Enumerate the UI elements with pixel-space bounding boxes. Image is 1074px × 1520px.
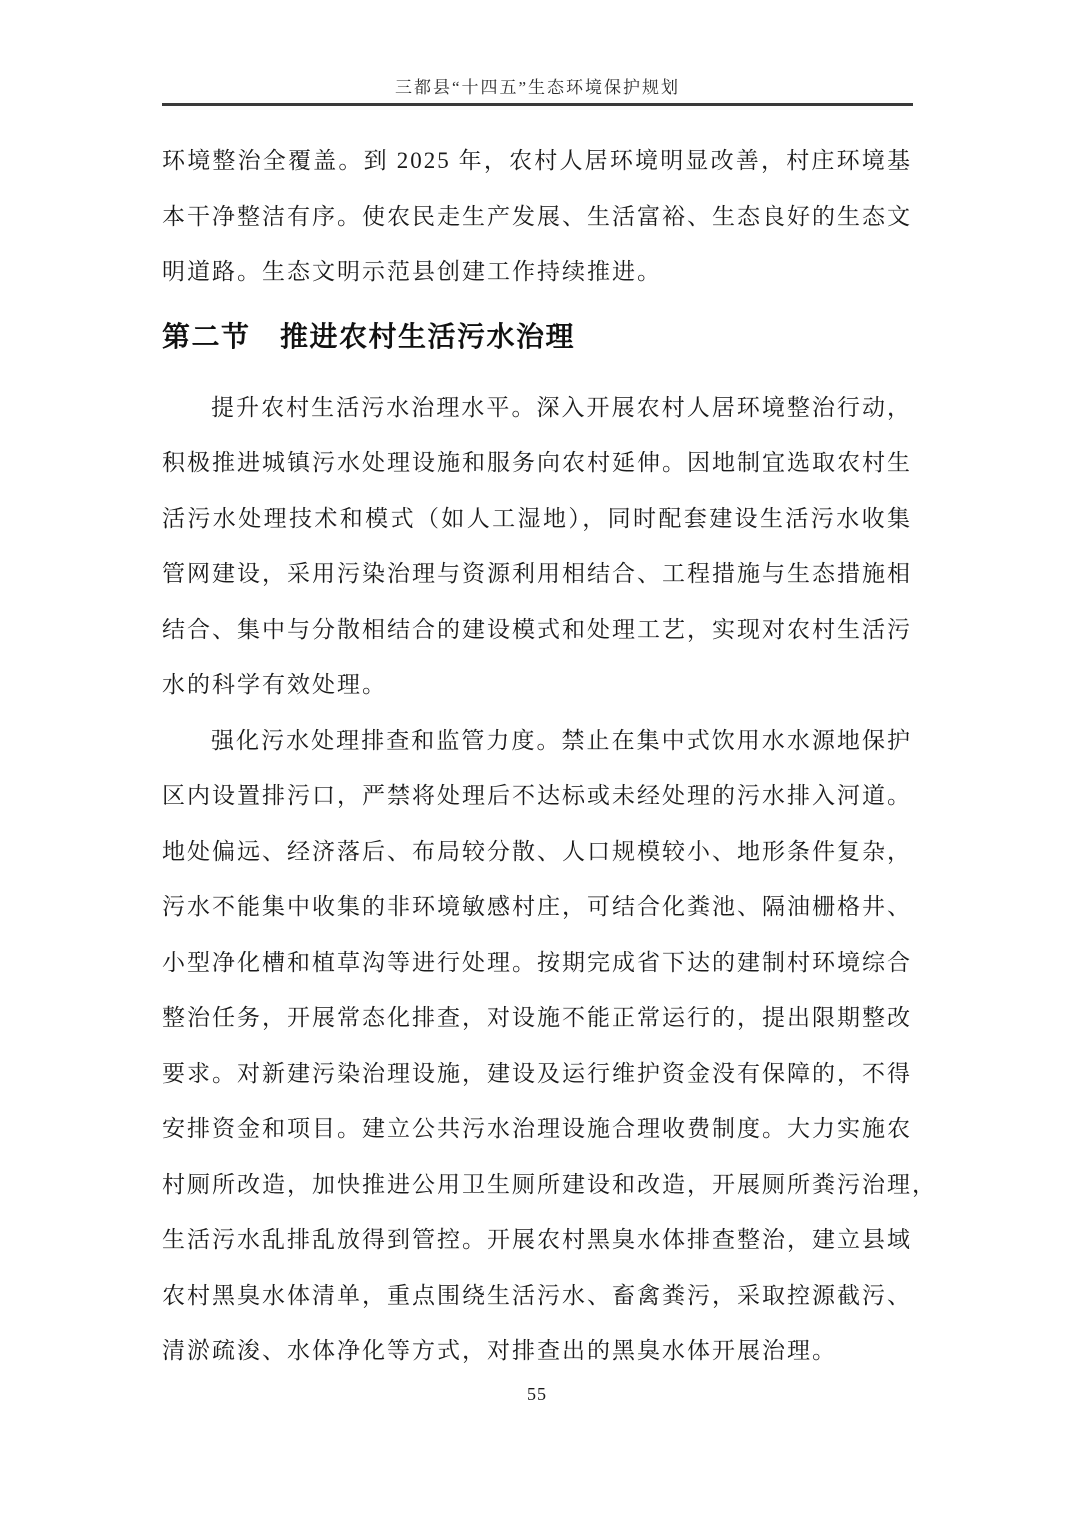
body-line: 污水不能集中收集的非环境敏感村庄，可结合化粪池、隔油栅格井、: [162, 894, 912, 919]
body-line: 安排资金和项目。建立公共污水治理设施合理收费制度。大力实施农: [162, 1116, 912, 1141]
body-line: 水的科学有效处理。: [162, 672, 387, 697]
page-footer: [0, 1384, 1074, 1405]
page-body: [162, 133, 937, 1379]
body-line: 整治任务，开展常态化排查，对设施不能正常运行的，提出限期整改: [162, 1005, 912, 1030]
body-line: 生活污水乱排乱放得到管控。开展农村黑臭水体排查整治，建立县域: [162, 1227, 912, 1252]
body-line: 强化污水处理排查和监管力度。禁止在集中式饮用水水源地保护: [211, 727, 912, 753]
body-line: 小型净化槽和植草沟等进行处理。按期完成省下达的建制村环境综合: [162, 949, 912, 975]
body-line: 活污水处理技术和模式（如人工湿地），同时配套建设生活污水收集: [162, 505, 912, 531]
body-line: 本干净整洁有序。使农民走生产发展、生活富裕、生态良好的生态文: [162, 203, 912, 229]
body-line: 农村黑臭水体清单，重点围绕生活污水、畜禽粪污，采取控源截污、: [162, 1282, 912, 1308]
body-line: 明道路。生态文明示范县创建工作持续推进。: [162, 259, 662, 284]
body-line: 环境整治全覆盖。到 2025 年，农村人居环境明显改善，村庄环境基: [162, 148, 912, 173]
page-number: 55: [527, 1384, 547, 1404]
body-line: 区内设置排污口，严禁将处理后不达标或未经处理的污水排入河道。: [162, 783, 912, 808]
page-header: [162, 0, 913, 106]
body-line: 村厕所改造，加快推进公用卫生厕所建设和改造，开展厕所粪污治理，: [162, 1171, 937, 1197]
body-line: 管网建设，采用污染治理与资源利用相结合、工程措施与生态措施相: [162, 561, 912, 586]
section-heading: 第二节 推进农村生活污水治理: [162, 321, 576, 353]
paragraph-3: [162, 713, 937, 1379]
header-title: 三都县“十四五”生态环境保护规划: [394, 78, 681, 97]
body-line: 清淤疏浚、水体净化等方式，对排查出的黑臭水体开展治理。: [162, 1338, 837, 1363]
body-line: 结合、集中与分散相结合的建设模式和处理工艺，实现对农村生活污: [162, 616, 912, 642]
body-line: 地处偏远、经济落后、布局较分散、人口规模较小、地形条件复杂，: [162, 838, 912, 864]
paragraph-2: [162, 380, 912, 713]
body-line: 积极推进城镇污水处理设施和服务向农村延伸。因地制宜选取农村生: [162, 450, 912, 475]
body-line: 提升农村生活污水治理水平。深入开展农村人居环境整治行动，: [211, 394, 912, 420]
paragraph-1: [162, 133, 912, 300]
body-line: 要求。对新建污染治理设施，建设及运行维护资金没有保障的，不得: [162, 1060, 912, 1086]
